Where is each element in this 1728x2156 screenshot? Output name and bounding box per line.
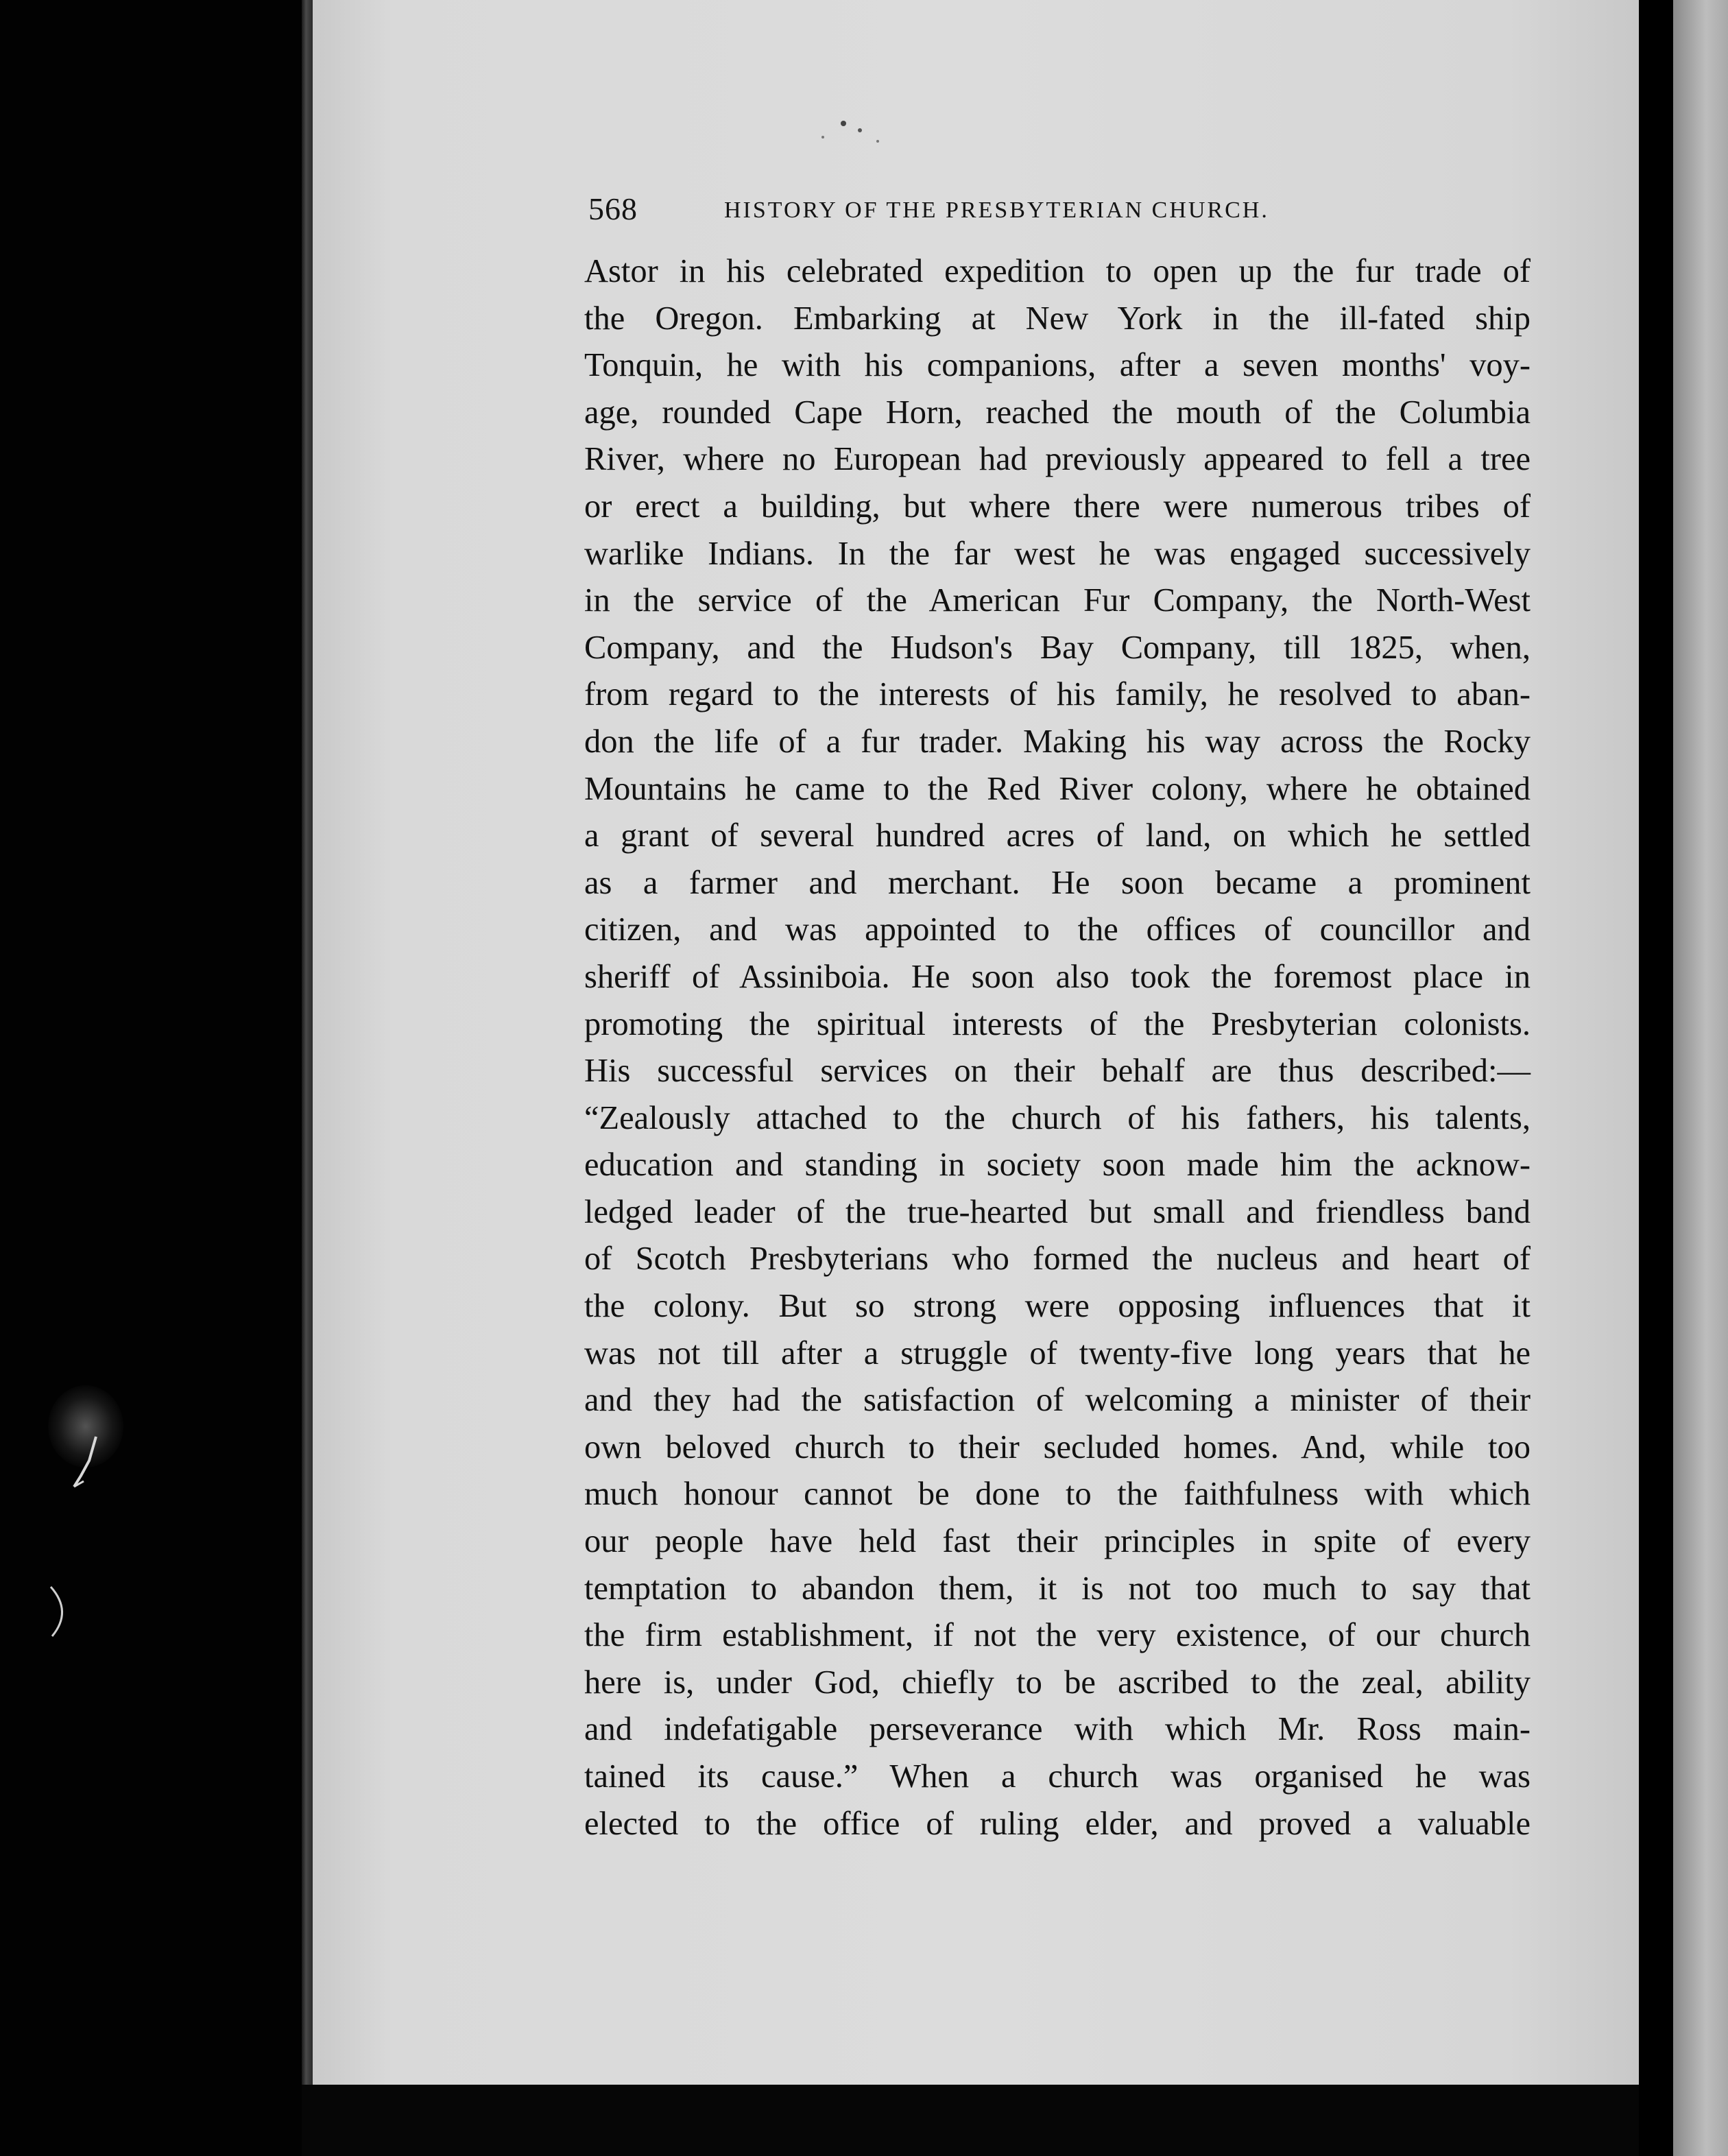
text-line: and indefatigable perseverance with which Mr. Ross main-: [584, 1711, 1531, 1748]
text-line: of Scotch Presbyterians who formed the nucleus and heart of: [584, 1241, 1531, 1278]
text-line: promoting the spiritual interests of the Presbyterian colonists.: [584, 1005, 1531, 1042]
left-dark-margin: [0, 0, 302, 2156]
page-number: 568: [588, 191, 638, 226]
text-line: elected to the office of ruling elder, and proved a valuable: [584, 1805, 1531, 1842]
scan-scratch-mark: [69, 1433, 110, 1495]
text-line: the Oregon. Embarking at New York in the ill-fated ship: [584, 300, 1531, 337]
text-line: as a farmer and merchant. He soon became a prominent: [584, 864, 1531, 901]
text-line: River, where no European had previously appeared to fell a tree: [584, 441, 1531, 478]
text-line: Company, and the Hudson's Bay Company, till 1825, when,: [584, 629, 1531, 666]
text-line: “Zealously attached to the church of his fathers, his talents,: [584, 1099, 1531, 1136]
text-line: temptation to abandon them, it is not too much to say that: [584, 1570, 1531, 1607]
text-line: here is, under God, chiefly to be ascribed to the zeal, ability: [584, 1664, 1531, 1701]
right-gutter: [1639, 0, 1673, 2156]
body-text: [584, 248, 1531, 1847]
next-page-sliver: [1673, 0, 1728, 2156]
text-line: Mountains he came to the Red River colony, where he obtained: [584, 770, 1531, 807]
text-line: Tonquin, he with his companions, after a seven months' voy-: [584, 347, 1531, 384]
text-line: or erect a building, but where there were numerous tribes of: [584, 488, 1531, 525]
text-line: warlike Indians. In the far west he was engaged successively: [584, 535, 1531, 572]
scan-curve-mark: [48, 1584, 75, 1639]
text-line: sheriff of Assiniboia. He soon also took the foremost place in: [584, 958, 1531, 995]
book-page-edge: [302, 0, 313, 2087]
running-title: HISTORY OF THE PRESBYTERIAN CHURCH.: [724, 197, 1269, 223]
text-line: citizen, and was appointed to the offices of councillor and: [584, 911, 1531, 948]
text-line: His successful services on their behalf are thus described:—: [584, 1053, 1531, 1090]
text-line: a grant of several hundred acres of land, on which he settled: [584, 817, 1531, 854]
text-line: Astor in his celebrated expedition to open up the fur trade of: [584, 253, 1531, 289]
text-line: much honour cannot be done to the faithfulness with which: [584, 1476, 1531, 1513]
text-line: the colony. But so strong were opposing influences that it: [584, 1288, 1531, 1325]
running-header: [588, 191, 1425, 239]
scan-speckles: [802, 110, 898, 151]
text-line: from regard to the interests of his family, he resolved to aban-: [584, 676, 1531, 713]
text-line: tained its cause.” When a church was organised he was: [584, 1758, 1531, 1795]
text-line: education and standing in society soon made him the acknow-: [584, 1147, 1531, 1184]
text-line: age, rounded Cape Horn, reached the mouth of the Columbia: [584, 394, 1531, 431]
text-line: own beloved church to their secluded homes. And, while too: [584, 1428, 1531, 1465]
text-line: was not till after a struggle of twenty-five long years that he: [584, 1334, 1531, 1372]
text-line: our people have held fast their principles in spite of every: [584, 1523, 1531, 1560]
text-line: ledged leader of the true-hearted but small and friendless band: [584, 1193, 1531, 1230]
bottom-dark-margin: [302, 2085, 1646, 2156]
text-line: and they had the satisfaction of welcoming a minister of their: [584, 1382, 1531, 1419]
text-line: in the service of the American Fur Company, the North-West: [584, 582, 1531, 619]
text-line: don the life of a fur trader. Making his way across the Rocky: [584, 723, 1531, 760]
text-line: the firm establishment, if not the very existence, of our church: [584, 1617, 1531, 1654]
